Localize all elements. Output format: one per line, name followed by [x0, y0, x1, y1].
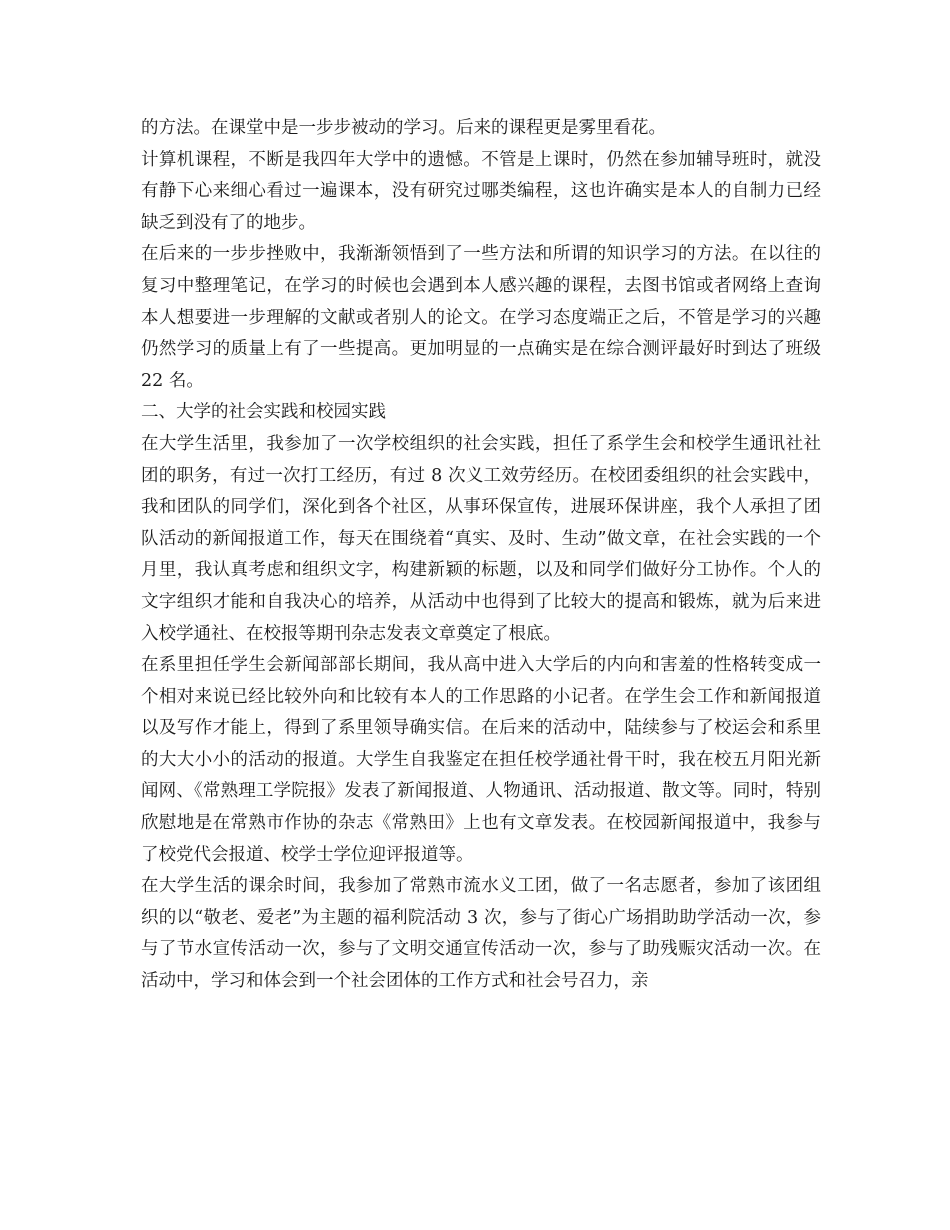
section-heading-social-practice: 二、大学的社会实践和校园实践 — [141, 402, 386, 423]
document-page — [141, 113, 821, 998]
paragraph-learning-improvement: 在后来的一步步挫败中，我渐渐领悟到了一些方法和所谓的知识学习的方法。在以往的复习中整理笔记，在学习的时候也会遇到本人感兴趣的课程，去图书馆或者网络上查询本人想要进一步理解的文献或者别人的论文。在学习态度端正之后，不管是学习的兴趣仍然学习的质量上有了一些提高。更加明显的一点确实是在综合测评最好时到达了班级 22 名。 — [141, 244, 821, 391]
paragraph-study-methods: 的方法。在课堂中是一步步被动的学习。后来的课程更是雾里看花。 — [141, 118, 666, 138]
paragraph-student-union: 在系里担任学生会新闻部部长期间，我从高中进入大学后的内向和害羞的性格转变成一个相对来说已经比较外向和比较有本人的工作思路的小记者。在学生会工作和新闻报道以及写作才能上，得到了系里领导确实信。在后来的活动中，陆续参与了校运会和系里的大大小小的活动的报道。大学生自我鉴定在担任校学通社骨干时，我在校五月阳光新闻网、《常熟理工学院报》发表了新闻报道、人物通讯、活动报道、散文等。同时，特别欣慰地是在常熟市作协的杂志《常熟田》上也有文章发表。在校园新闻报道中，我参与了校党代会报道、校学士学位迎评报道等。 — [141, 655, 821, 865]
paragraph-computer-course: 计算机课程，不断是我四年大学中的遗憾。不管是上课时，仍然在参加辅导班时，就没有静下心来细心看过一遍课本，没有研究过哪类编程，这也许确实是本人的自制力已经缺乏到没有了的地步。 — [141, 149, 821, 233]
paragraph-social-practice: 在大学生活里，我参加了一次学校组织的社会实践，担任了系学生会和校学生通讯社社团的职务，有过一次打工经历，有过 8 次义工效劳经历。在校团委组织的社会实践中，我和团队的同学们，深化到各个社区，从事环保宣传，进展环保讲座，我个人承担了团队活动的新闻报道工作，每天在围绕着“真实、及时、生动”做文章，在社会实践的一个月里，我认真考虑和组织文字，构建新颖的标题，以及和同学们做好分工协作。个人的文字组织才能和自我决心的培养，从活动中也得到了比较大的提高和锻炼，就为后来进入校学通社、在校报等期刊杂志发表文章奠定了根底。 — [141, 433, 821, 644]
paragraph-volunteer: 在大学生活的课余时间，我参加了常熟市流水义工团，做了一名志愿者，参加了该团组织的以“敬老、爱老”为主题的福利院活动 3 次，参与了街心广场捐助助学活动一次，参与了节水宣传活动一次，参与了文明交通宣传活动一次，参与了助残赈灾活动一次。在活动中，学习和体会到一个社会团体的工作方式和社会号召力，亲 — [141, 876, 821, 992]
